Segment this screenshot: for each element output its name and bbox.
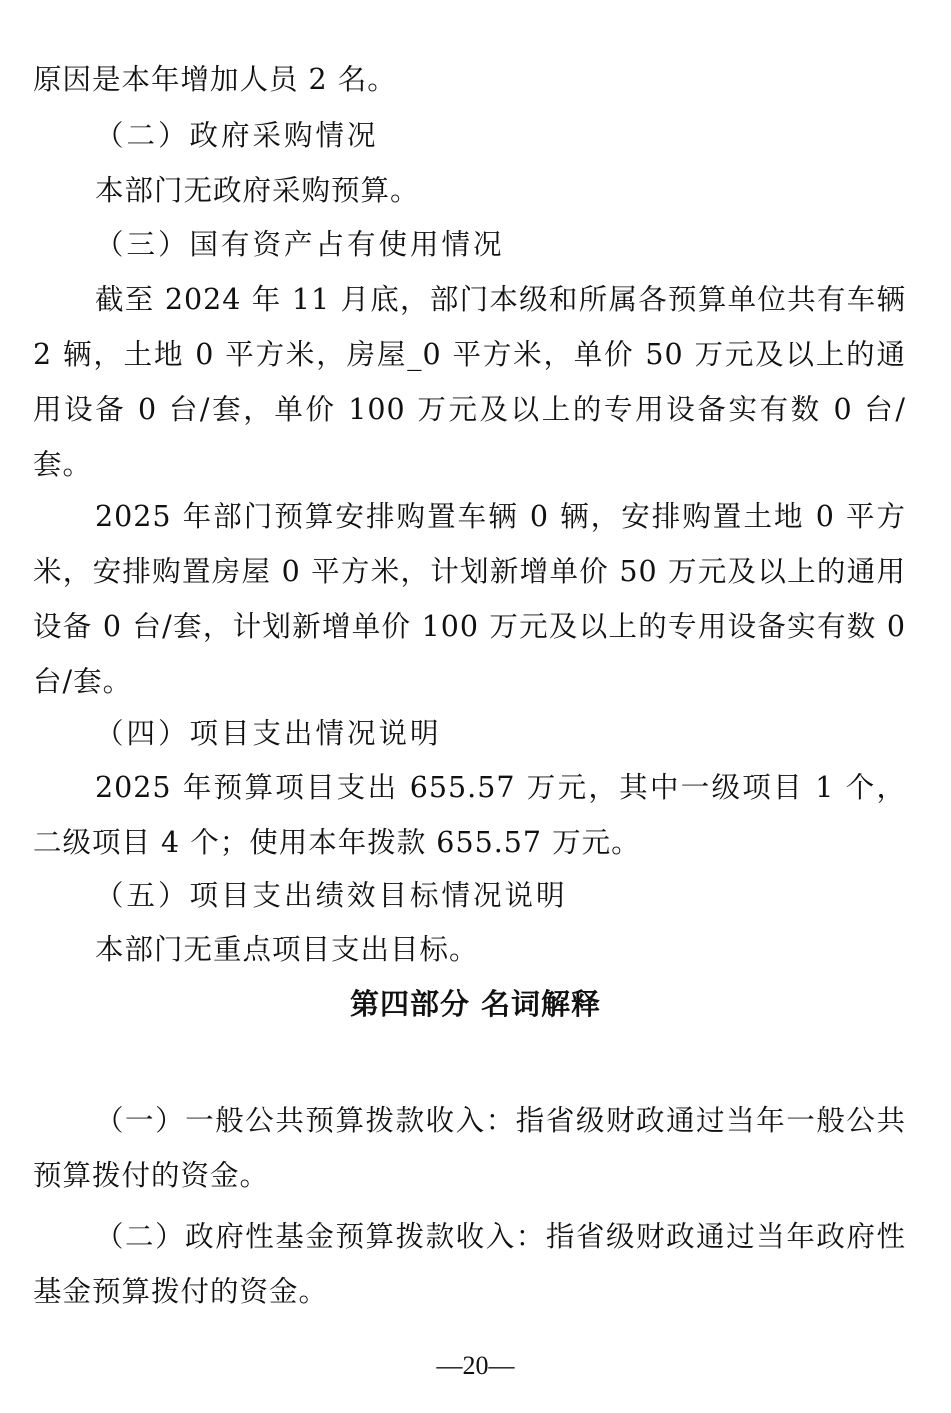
heading-performance-goals: （五）项目支出绩效目标情况说明 bbox=[95, 879, 568, 912]
paragraph-assets-plan: 2025 年部门预算安排购置车辆 0 辆，安排购置土地 0 平方米，安排购置房屋 0 平方米，计划新增单价 50 万元及以上的通用设备 0 台/套，计划新增单价 100 万元及以上的专用设备实有数 0 台/套。 bbox=[33, 500, 906, 698]
page-number: —20— bbox=[436, 1351, 515, 1380]
heading-project-expenditure: （四）项目支出情况说明 bbox=[95, 717, 442, 750]
paragraph-no-procurement: 本部门无政府采购预算。 bbox=[95, 174, 420, 207]
paragraph-assets-status: 截至 2024 年 11 月底，部门本级和所属各预算单位共有车辆 2 辆，土地 0 平方米，房屋_0 平方米，单价 50 万元及以上的通用设备 0 台/套，单价 100 万元及以上的专用设备实有数 0 台/套。 bbox=[33, 283, 906, 481]
part-title: 第四部分 名词解释 bbox=[349, 987, 602, 1021]
paragraph-project-expenditure: 2025 年预算项目支出 655.57 万元，其中一级项目 1 个，二级项目 4 个；使用本年拨款 655.57 万元。 bbox=[33, 771, 906, 859]
paragraph-no-key-project: 本部门无重点项目支出目标。 bbox=[95, 933, 479, 966]
heading-government-procurement: （二）政府采购情况 bbox=[95, 119, 379, 152]
heading-state-assets: （三）国有资产占有使用情况 bbox=[95, 228, 505, 261]
paragraph-general-budget-income: （一）一般公共预算拨款收入：指省级财政通过当年一般公共预算拨付的资金。 bbox=[33, 1104, 906, 1192]
paragraph-fund-budget-income: （二）政府性基金预算拨款收入：指省级财政通过当年政府性基金预算拨付的资金。 bbox=[33, 1220, 906, 1308]
paragraph-staff-increase: 原因是本年增加人员 2 名。 bbox=[33, 63, 397, 96]
